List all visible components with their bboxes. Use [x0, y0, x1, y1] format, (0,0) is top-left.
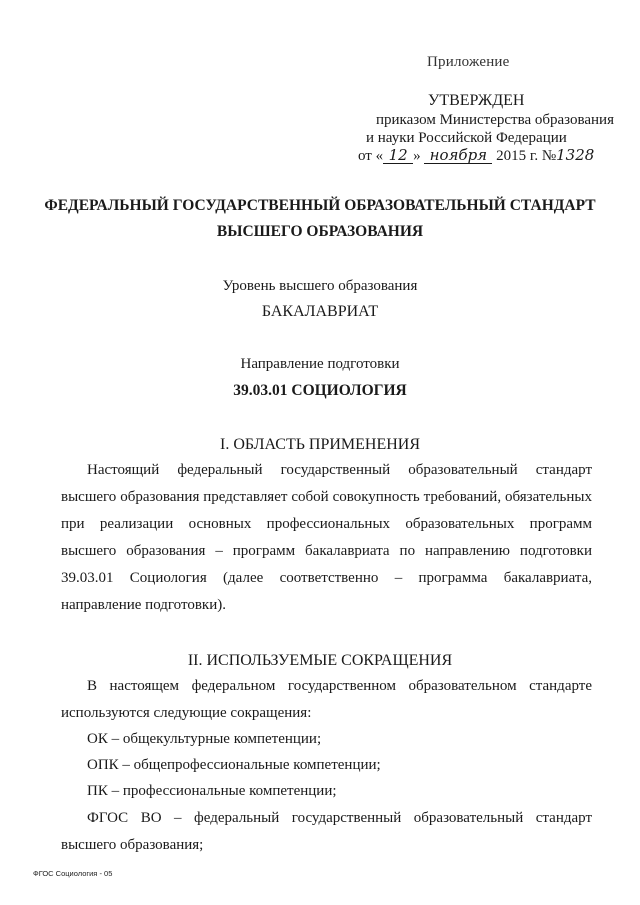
direction-value: 39.03.01 СОЦИОЛОГИЯ: [233, 382, 407, 399]
section-2-intro: В настоящем федеральном государственном образовательном стандарте используются следующие сокращения:: [61, 678, 592, 721]
date-year: 2015 г. №: [496, 148, 557, 164]
appendix-label: Приложение: [427, 54, 510, 70]
date-month: ноября: [424, 148, 492, 164]
date-prefix: от «: [358, 148, 384, 164]
date-day: 12: [383, 148, 413, 164]
order-date-line: [358, 146, 595, 165]
abbreviation-item: ОК – общекультурные компетенции;: [87, 731, 322, 747]
abbreviation-item-last: ФГОС ВО – федеральный государственный образовательный стандарт высшего образования;: [61, 810, 592, 853]
order-line-1: приказом Министерства образования: [376, 112, 614, 128]
direction-label: Направление подготовки: [240, 356, 400, 372]
section-1-heading: I. ОБЛАСТЬ ПРИМЕНЕНИЯ: [219, 436, 421, 453]
education-level-value: БАКАЛАВРИАТ: [261, 303, 379, 320]
abbreviation-item: ПК – профессиональные компетенции;: [87, 783, 337, 799]
education-level-label: Уровень высшего образования: [222, 278, 418, 294]
section-2-heading: II. ИСПОЛЬЗУЕМЫЕ СОКРАЩЕНИЯ: [187, 652, 453, 669]
page-footer: ФГОС Социология - 05: [33, 869, 113, 878]
document-title-line-1: ФЕДЕРАЛЬНЫЙ ГОСУДАРСТВЕННЫЙ ОБРАЗОВАТЕЛЬНЫЙ СТАНДАРТ: [44, 197, 596, 214]
document-title-line-2: ВЫСШЕГО ОБРАЗОВАНИЯ: [216, 223, 424, 240]
order-line-2: и науки Российской Федерации: [366, 130, 567, 146]
order-number: 1328: [556, 146, 595, 164]
date-separator: »: [413, 148, 421, 164]
section-1-paragraph: Настоящий федеральный государственный образовательный стандарт высшего образования представляет собой совокупность требований, обязательных при реализации основных профессиональных образовательных программ высшего образования – программ бакалавриата по направлению подготовки 39.03.01 Социология (далее соответственно – программа бакалавриата, направление подготовки).: [61, 462, 592, 613]
abbreviation-item: ОПК – общепрофессиональные компетенции;: [87, 757, 381, 773]
approved-label: УТВЕРЖДЕН: [428, 92, 525, 109]
